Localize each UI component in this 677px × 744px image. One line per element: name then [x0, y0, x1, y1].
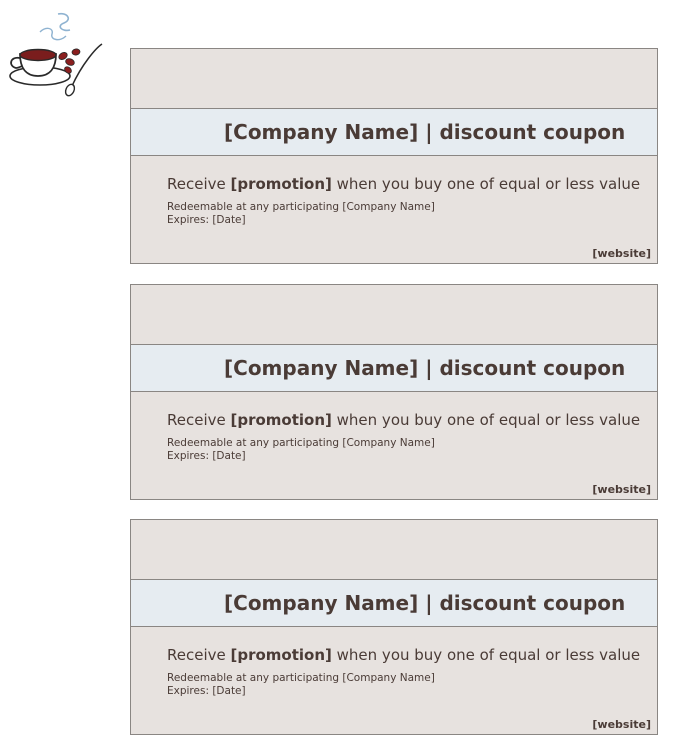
offer-suffix: when you buy one of equal or less value: [331, 411, 641, 429]
coupon-fine-print: [167, 672, 435, 698]
offer-promotion: [promotion]: [230, 175, 332, 193]
coupon-expires-text: Expires: [Date]: [167, 450, 246, 462]
coupon-redeem-text: Redeemable at any participating [Company Name]: [167, 201, 435, 213]
coupon-offer: [167, 175, 640, 193]
coupon-offer: [167, 646, 640, 664]
offer-prefix: Receive: [167, 175, 231, 193]
coupon-header-band: [131, 49, 657, 109]
coupon-title: [Company Name] | discount coupon: [224, 120, 626, 144]
coupon-title: [Company Name] | discount coupon: [224, 356, 626, 380]
coupon-title-band: [131, 345, 657, 392]
coupon-header-band: [131, 285, 657, 345]
offer-prefix: Receive: [167, 646, 231, 664]
offer-suffix: when you buy one of equal or less value: [331, 175, 641, 193]
coupon-website: [website]: [592, 247, 651, 260]
coffee-cup-with-beans-icon: [6, 10, 106, 100]
coupon-website: [website]: [592, 483, 651, 496]
offer-prefix: Receive: [167, 411, 231, 429]
offer-suffix: when you buy one of equal or less value: [331, 646, 641, 664]
coupon-redeem-text: Redeemable at any participating [Company Name]: [167, 672, 435, 684]
coupon-expires-text: Expires: [Date]: [167, 685, 246, 697]
coupon-offer: [167, 411, 640, 429]
coupon-card: [130, 519, 658, 735]
coupon-title: [Company Name] | discount coupon: [224, 591, 626, 615]
coupon-header-band: [131, 520, 657, 580]
coupon-card: [130, 48, 658, 264]
coupon-fine-print: [167, 201, 435, 227]
coupon-fine-print: [167, 437, 435, 463]
coupon-card: [130, 284, 658, 500]
coupon-title-band: [131, 580, 657, 627]
coupon-expires-text: Expires: [Date]: [167, 214, 246, 226]
coupon-website: [website]: [592, 718, 651, 731]
coupon-redeem-text: Redeemable at any participating [Company Name]: [167, 437, 435, 449]
coupon-title-band: [131, 109, 657, 156]
offer-promotion: [promotion]: [230, 646, 332, 664]
offer-promotion: [promotion]: [230, 411, 332, 429]
